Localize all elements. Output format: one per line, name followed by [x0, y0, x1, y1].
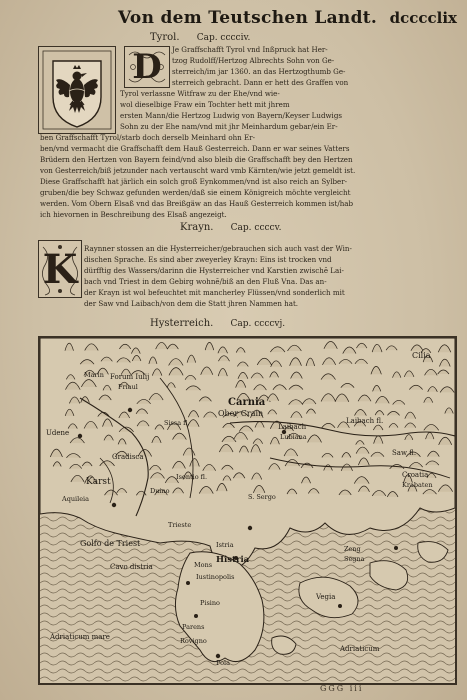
chapter-number: Cap. cccciv. [196, 33, 251, 43]
section-title: Hysterreich. [150, 318, 214, 329]
text-line: ich hievornen in Beschreibung des Elsaß angezeigt. [40, 210, 227, 219]
map-label-marin: Marin [84, 371, 104, 379]
text-line: dischen Sprache. Es sind aber zweyerley Krayn: Eins ist trocken vnd [84, 255, 332, 264]
map-label-cilia: Cilia [412, 351, 431, 360]
text-line: ben/vnd vermacht die Graffschafft dem Hauß Gesterreich. Dann er war seines Vatters [40, 144, 350, 153]
map-label-udene: Udene [46, 429, 70, 437]
map-label-lubiana: Lubiana [280, 433, 307, 441]
section-title: Tyrol. [150, 32, 180, 43]
decorated-initial-k [38, 240, 82, 298]
chapter-number: Cap. ccccv. [230, 223, 282, 233]
map-label-duino: Duino [150, 487, 170, 495]
page-header [118, 8, 457, 30]
map-label-aquileia: Aquileia [62, 495, 89, 503]
text-line: gruben/die bey Schwaz gefunden werden/daß sie einem Königreich möchte vergleicht [40, 188, 351, 197]
map-label-sissa-fl: Sissa fl. [164, 419, 190, 427]
text-line: dürfftig des Wassers/darinn die Hysterreicher vnd Karstien zwischē Lai- [84, 266, 344, 275]
map-drawing [40, 338, 455, 683]
text-line: ben Graffschafft Tyrol/starb doch derselb Meinhard ohn Er- [40, 133, 255, 142]
text-line: Raynner stossen an die Hysterreicher/gebrauchen sich auch vast der Win- [84, 244, 352, 253]
map-label-golfo: Golfo de Triest [80, 539, 141, 548]
map-label-istria: Istria [216, 541, 234, 549]
text-line: von Gesterreich/biß jetzunder nach vertauscht ward vmb Kärnten/wie jetzt gemeldt ist. [40, 166, 356, 175]
map-label-carnia: Carnia [228, 397, 266, 408]
map-label-trieste: Trieste [168, 521, 192, 529]
section-heading-hysterreich [150, 318, 285, 329]
map-label-histria: Histria [216, 555, 250, 565]
map-label-pola: Pola [216, 659, 230, 667]
map-label-iustinopolis: Iustinopolis [196, 573, 235, 581]
signature-mark: GGG iii [320, 684, 364, 693]
text-line: der Saw vnd Laibach/von dem die Statt jhren Nammen hat. [84, 299, 299, 308]
section-title: Krayn. [180, 222, 214, 233]
map-label-segna: Segna [344, 555, 365, 563]
map-label-laibach-fl: Laibach fl. [346, 417, 384, 425]
map-label-vegia: Vegia [316, 593, 336, 601]
map-label-gradisca: Gradisca [112, 453, 144, 461]
text-line: werden. Vom Obern Elsaß vnd das Breißgäw an das Hauß Gesterreich kommen ist/hab [40, 199, 354, 208]
text-line: bach vnd Triest in dem Gebirg wohnē/biß an den Fluß Vna. Das an- [84, 277, 327, 286]
section-heading-krayn [180, 222, 281, 233]
text-line: Brüdern den Hertzen von Bayern feind/vnd also bleib die Graffschafft bey den Hertzen [40, 155, 353, 164]
map-label-laibach: Laibach [278, 423, 307, 431]
text-line: sterreich gebracht. Dann er hett des Graffen von [172, 78, 349, 87]
initial-letter: K [42, 245, 78, 293]
text-line: tzog Rudolff/Hertzog Albrechts Sohn von Ge- [172, 56, 335, 65]
text-line: Je Graffschafft Tyrol vnd Inßpruck hat Her- [172, 45, 328, 54]
map-label-croatia: Croatia [402, 471, 429, 479]
map-label-sea-right: Adriaticum [340, 645, 380, 653]
map-label-krabaten: Krabaten [402, 481, 433, 489]
running-title: Von dem Teutschen Landt. [118, 8, 378, 28]
map-label-zeng: Zeng [344, 545, 361, 553]
map-label-pisino: Pisino [200, 599, 220, 607]
krayn-text-block [84, 243, 458, 309]
map-label-adriaticum: Adriaticum mare [50, 633, 110, 641]
chapter-number: Cap. ccccvj. [230, 319, 286, 329]
map-label-ober-crain: Ober Crain [218, 409, 264, 418]
istria-woodcut-map [38, 336, 457, 685]
map-label-friaul: Friaul [118, 383, 138, 391]
map-label-cavo-distria: Cavo distria [110, 563, 153, 571]
initial-letter: D [132, 47, 162, 87]
text-line: wol dieselbige Fraw ein Tochter hett mit jhrem [120, 100, 290, 109]
tyrol-text-block [40, 44, 458, 220]
map-label-karst: Karst [86, 477, 111, 487]
map-label-parens: Parens [182, 623, 205, 631]
page-number: dcccclix [389, 9, 457, 27]
map-label-s-sergo: S. Sergo [248, 493, 276, 501]
section-heading-tyrol [150, 32, 250, 43]
map-label-mons: Mons [194, 561, 213, 569]
map-label-forum-iulij: Forum Iulij [110, 373, 150, 381]
text-line: Sohn zu der Ehe nam/vnd mit jhr Meinhardum gebar/ein Er- [120, 122, 338, 131]
map-label-saw-fl: Saw fl. [392, 449, 417, 457]
text-line: der Krayn ist wol befeuchtet mit mancherley Flüssen/vnd sonderlich mit [84, 288, 345, 297]
text-line: sterreich/im jar 1360. an das Hertzogthumb Ge- [172, 67, 346, 76]
text-line: ersten Mann/die Hertzog Ludwig von Bayern/Keyser Ludwigs [120, 111, 343, 120]
map-label-isontio-fl: Isontio fl. [176, 473, 208, 481]
map-label-rovigno: Rovigno [180, 637, 207, 645]
text-line: Tyrol verlassne Witfraw zu der Ehe/vnd wie- [120, 89, 280, 98]
text-line: Diese Graffschafft hat järlich ein solch groß Eynkommen/vnd ist also reich an Sylber- [40, 177, 348, 186]
